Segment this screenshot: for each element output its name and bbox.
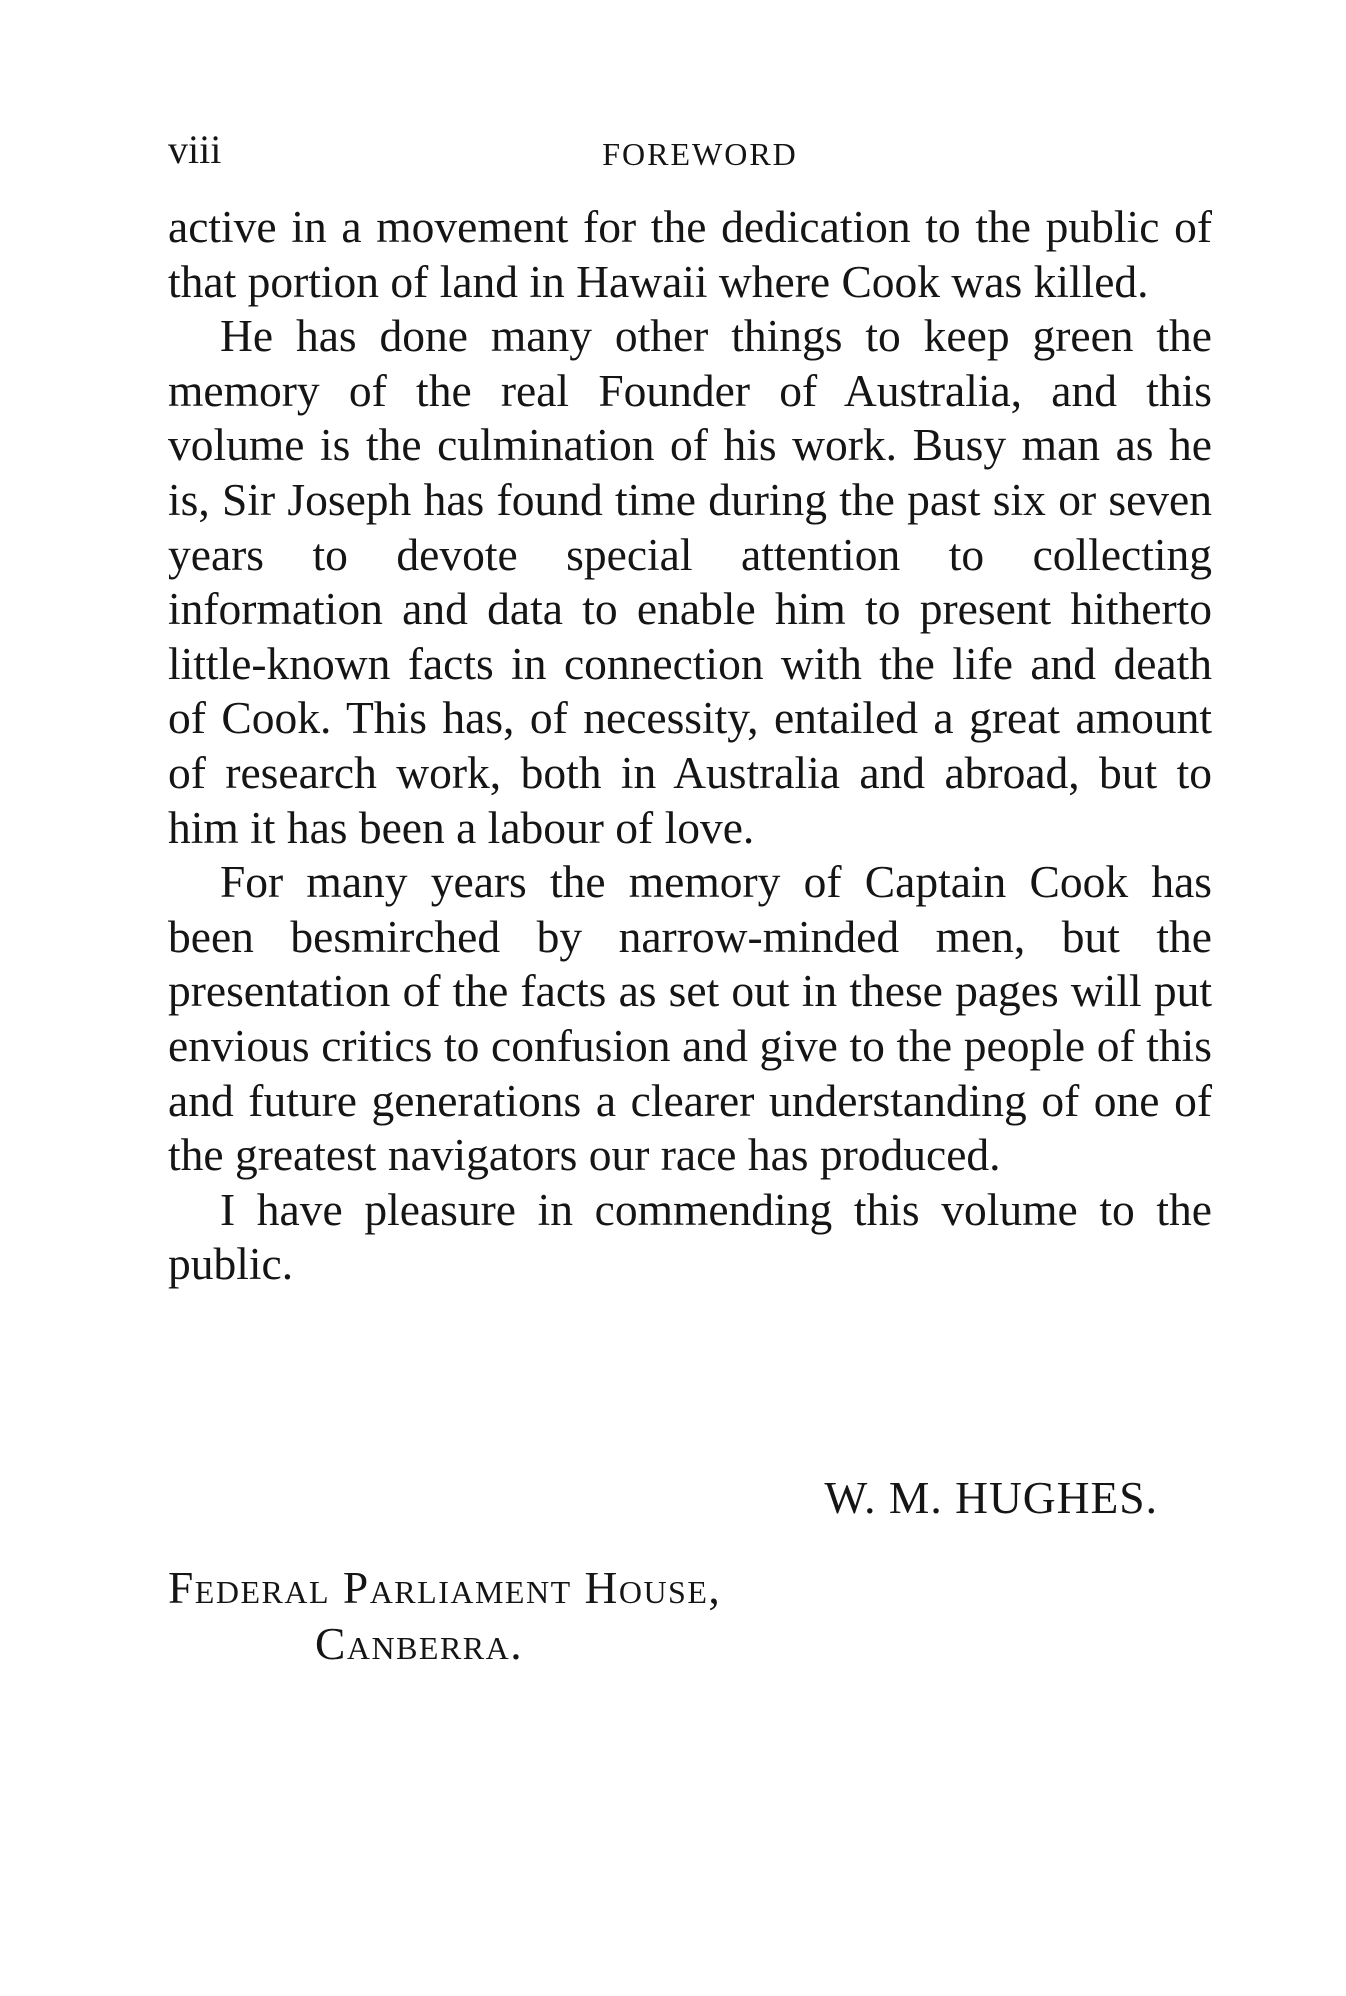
paragraph-4: I have pleasure in commending this volume to the public. [168,1183,1212,1290]
signature: W. M. HUGHES. [824,1472,1158,1523]
paragraph-3: For many years the memory of Captain Cook has been besmirched by narrow-minded men, but the presentation of the facts as set out in these pages will put envious critics to confusion and give to the people of this and future generations a clearer understanding of one of the greatest navigators our race has produced. [168,856,1212,1181]
page-header [168,120,1212,180]
foreword-body [168,200,1212,1292]
page-number: viii [168,127,222,172]
paragraph-2: He has done many other things to keep green the memory of the real Founder of Australia, and this volume is the culmination of his work. Busy man as he is, Sir Joseph has found time during the past six or seven years to devote special attention to collecting information and data to enable him to present hitherto little-known facts in connection with the life and death of Cook. This has, of necessity, entailed a great amount of research work, both in Australia and abroad, but to him it has been a labour of love. [168,310,1212,853]
place-block [168,1560,721,1672]
running-head: FOREWORD [602,136,798,172]
place-line-2: Canberra. [315,1618,524,1669]
place-line-1: Federal Parliament House, [168,1562,722,1613]
paragraph-1: active in a movement for the dedication to the public of that portion of land in Hawaii where Cook was killed. [168,201,1212,307]
